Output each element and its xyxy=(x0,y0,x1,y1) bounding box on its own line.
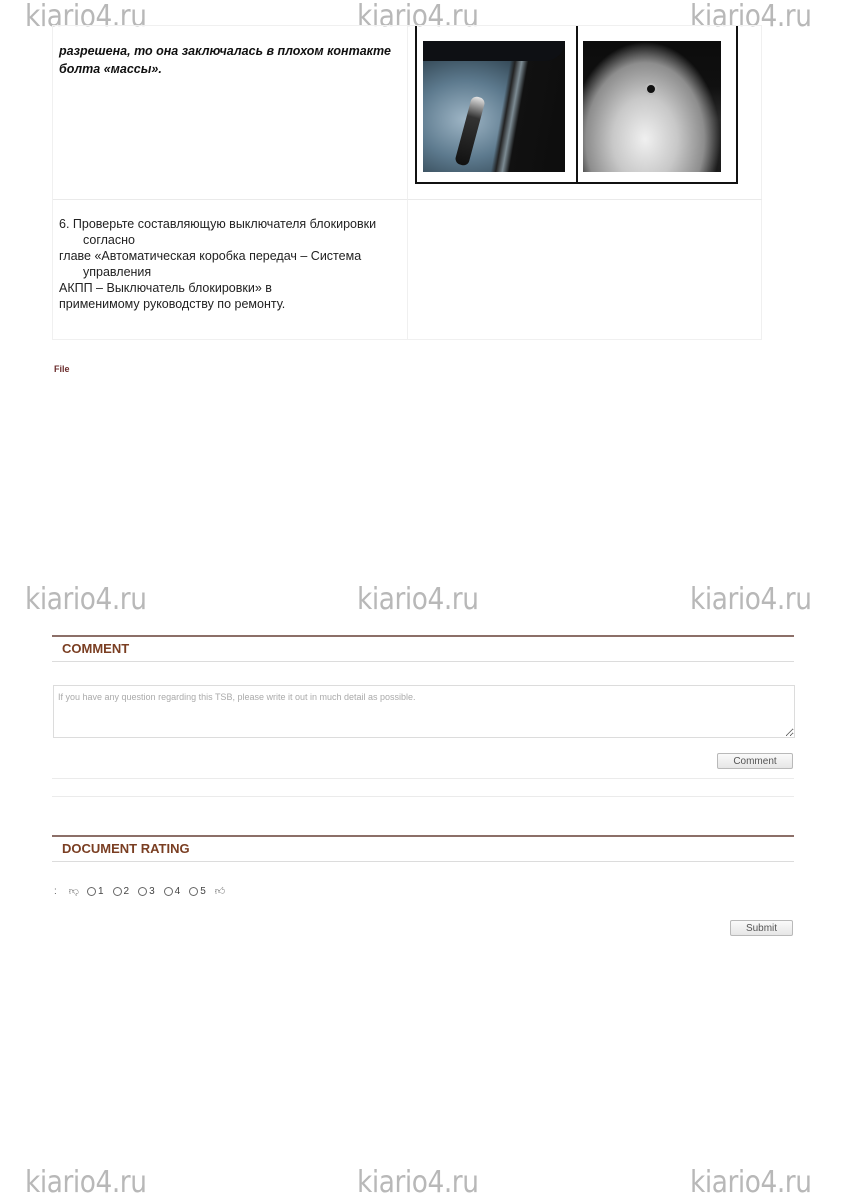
file-link[interactable]: File xyxy=(54,364,70,374)
step-line: АКПП – Выключатель блокировки» в xyxy=(59,281,272,295)
section-rule xyxy=(52,635,794,637)
conclusion-text: разрешена, то она заключалась в плохом контакте болта «массы». xyxy=(59,44,391,76)
procedure-table xyxy=(52,25,762,340)
rating-option-4[interactable] xyxy=(164,886,181,897)
table-cell xyxy=(53,200,408,340)
step-line: применимому руководству по ремонту. xyxy=(59,297,286,311)
thumbs-up-icon: 👍︎ xyxy=(214,886,226,897)
table-cell-empty xyxy=(408,200,762,340)
watermark: kiario4.ru xyxy=(25,0,147,34)
rating-section-title: DOCUMENT RATING xyxy=(62,841,190,856)
radio-button[interactable] xyxy=(138,887,147,896)
divider xyxy=(52,778,794,779)
watermark: kiario4.ru xyxy=(690,582,812,617)
watermark: kiario4.ru xyxy=(690,0,812,34)
section-rule xyxy=(52,661,794,662)
radio-button[interactable] xyxy=(189,887,198,896)
step-line: главе «Автоматическая коробка передач – Система xyxy=(59,249,362,263)
divider xyxy=(52,796,794,797)
watermark: kiario4.ru xyxy=(357,582,479,617)
rating-options xyxy=(54,884,233,898)
watermark: kiario4.ru xyxy=(690,1165,812,1200)
step-line: согласно xyxy=(83,233,135,247)
watermark: kiario4.ru xyxy=(25,1165,147,1200)
table-cell xyxy=(408,26,762,200)
radio-button[interactable] xyxy=(113,887,122,896)
section-rule xyxy=(52,861,794,862)
rating-option-label: 5 xyxy=(200,885,206,897)
rating-option-3[interactable] xyxy=(138,886,155,897)
rating-option-label: 1 xyxy=(97,885,104,897)
comment-input[interactable] xyxy=(53,685,795,738)
photo-divider xyxy=(576,26,578,182)
comment-button[interactable]: Comment xyxy=(717,753,793,769)
watermark: kiario4.ru xyxy=(357,1165,479,1200)
table-cell xyxy=(53,26,408,200)
comment-section-title: COMMENT xyxy=(62,641,130,656)
ground-bolt-body-photo xyxy=(583,41,721,172)
step-6-text xyxy=(59,216,404,312)
ground-bolt-cable-photo xyxy=(423,41,565,172)
rating-option-1[interactable] xyxy=(87,886,104,897)
thumbs-down-icon: 👎︎ xyxy=(68,886,79,897)
section-rule xyxy=(52,835,794,837)
rating-option-label: 4 xyxy=(174,885,181,897)
watermark: kiario4.ru xyxy=(25,582,147,617)
radio-button[interactable] xyxy=(87,887,96,896)
rating-option-2[interactable] xyxy=(113,886,130,897)
rating-option-label: 2 xyxy=(123,885,130,897)
step-line: 6. Проверьте составляющую выключателя блокировки xyxy=(59,217,377,231)
rating-prefix: : xyxy=(54,885,57,897)
submit-button[interactable]: Submit xyxy=(730,920,793,936)
radio-button[interactable] xyxy=(164,887,173,896)
watermark: kiario4.ru xyxy=(357,0,479,34)
step-line: управления xyxy=(83,265,152,279)
rating-option-label: 3 xyxy=(149,885,155,897)
rating-option-5[interactable] xyxy=(189,886,206,897)
photo-frame xyxy=(415,26,738,184)
